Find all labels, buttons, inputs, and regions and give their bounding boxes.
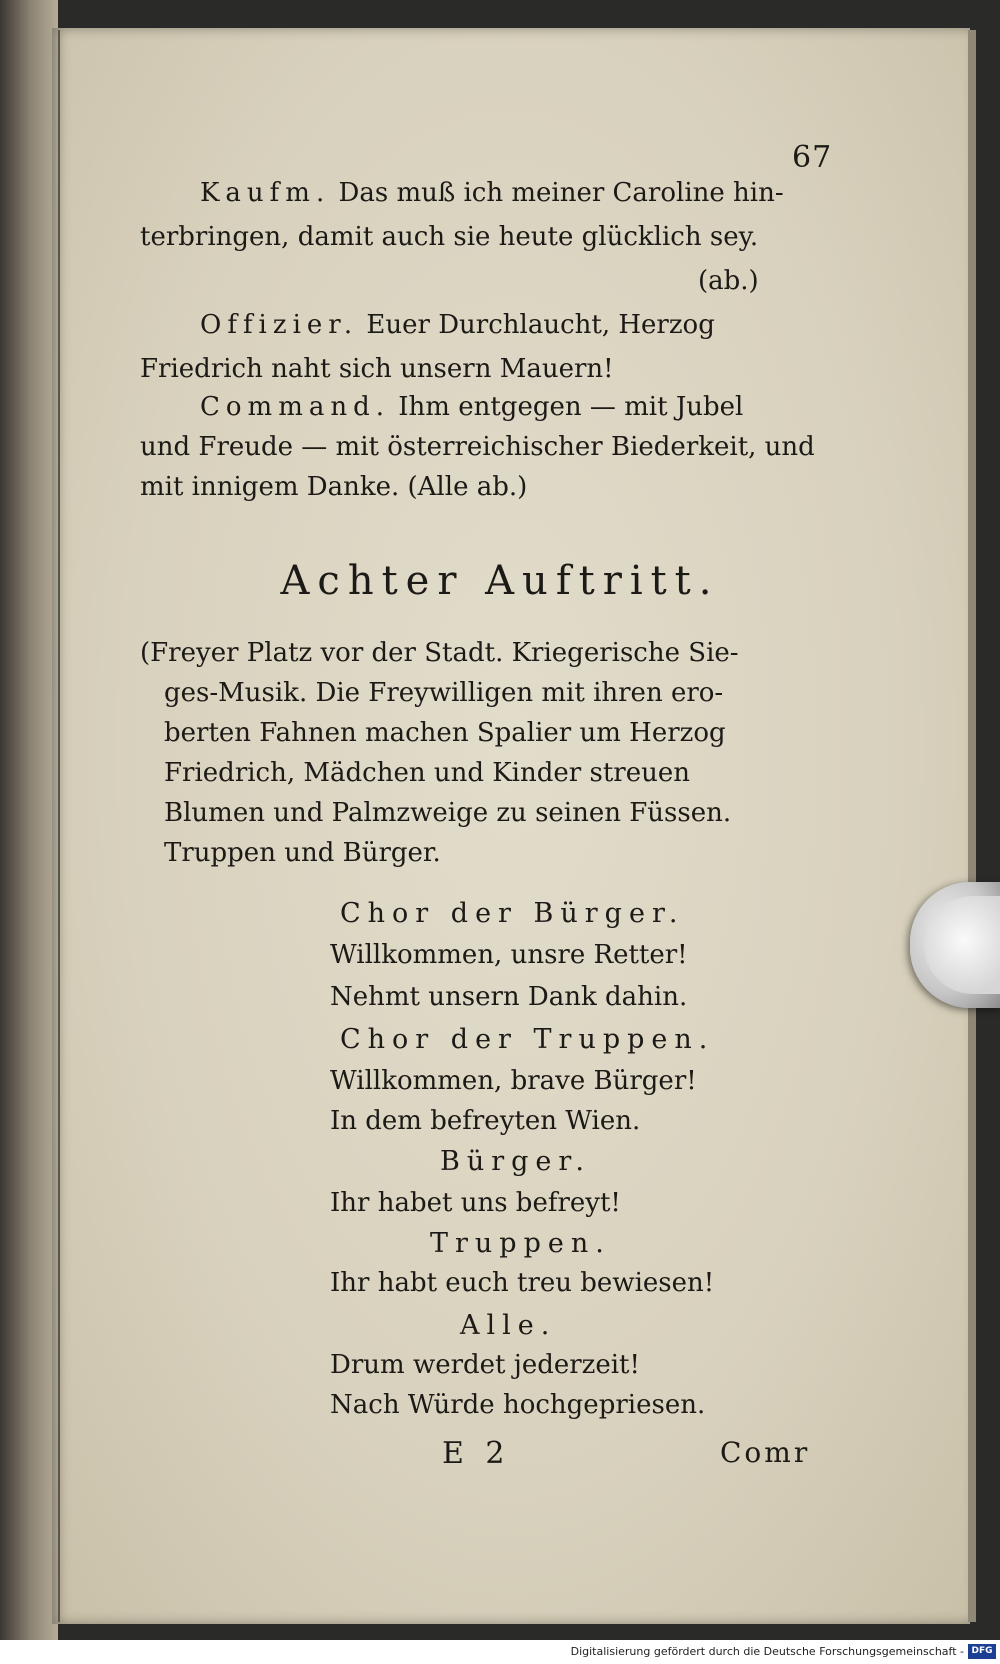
dialogue-line (140, 222, 758, 252)
stage-direction-line: Friedrich, Mädchen und Kinder streuen (164, 758, 690, 788)
page-number: 67 (792, 140, 833, 175)
dialogue-line (140, 472, 527, 502)
stage-direction-line: Truppen und Bürger. (164, 838, 441, 868)
chorus-speaker: Chor der Bürger. (340, 898, 685, 929)
dialogue-text: Friedrich naht sich unsern Mauern! (140, 354, 614, 384)
dialogue-line (200, 178, 784, 208)
page-gutter (58, 30, 60, 1622)
dialogue-line (200, 310, 715, 340)
dialogue-line (140, 354, 614, 384)
verse-line: Drum werdet jederzeit! (330, 1350, 640, 1380)
speaker-name: Offizier. (200, 310, 359, 340)
dialogue-line (140, 432, 815, 462)
verse-line: In dem befreyten Wien. (330, 1106, 641, 1136)
stage-direction-line: Blumen und Palmzweige zu seinen Füssen. (164, 798, 732, 828)
verse-line: Nach Würde hochgepriesen. (330, 1390, 706, 1420)
dialogue-text: Euer Durchlaucht, Herzog (366, 310, 715, 340)
page-content (140, 28, 860, 1608)
stage-direction-line: berten Fahnen machen Spalier um Herzog (164, 718, 726, 748)
page-edge (968, 30, 976, 1622)
dialogue-text: (ab.) (698, 266, 759, 296)
chorus-speaker: Chor der Truppen. (340, 1024, 715, 1055)
book-spine (0, 0, 58, 1640)
chorus-speaker: Bürger. (440, 1146, 591, 1177)
signature-mark: E 2 (442, 1436, 511, 1471)
page-clip-highlight (924, 896, 1000, 994)
credit-text: Digitalisierung gefördert durch die Deutsche Forschungsgemeinschaft - (570, 1645, 964, 1658)
dialogue-line (200, 392, 743, 422)
scene-heading: Achter Auftritt. (280, 558, 720, 604)
speaker-name: Kaufm. (200, 178, 331, 208)
stage-direction-line: ges-Musik. Die Freywilligen mit ihren ero- (164, 678, 724, 708)
verse-line: Nehmt unsern Dank dahin. (330, 982, 688, 1012)
dialogue-text: und Freude — mit österreichischer Biederkeit, und (140, 432, 815, 462)
dfg-logo: DFG (968, 1644, 996, 1659)
dialogue-text: mit innigem Danke. (Alle ab.) (140, 472, 528, 502)
stage-exit (698, 266, 759, 296)
verse-line: Ihr habt euch treu bewiesen! (330, 1268, 715, 1298)
credit-bar (0, 1640, 1000, 1664)
speaker-name: Command. (200, 392, 391, 422)
stage-direction-line: (Freyer Platz vor der Stadt. Kriegerische Sie- (140, 638, 739, 668)
catchword: Comr (720, 1436, 811, 1469)
verse-line: Willkommen, unsre Retter! (330, 940, 688, 970)
dialogue-text: Das muß ich meiner Caroline hin- (338, 178, 784, 208)
dialogue-text: Ihm entgegen — mit Jubel (398, 392, 744, 422)
verse-line: Ihr habet uns befreyt! (330, 1188, 621, 1218)
chorus-speaker: Truppen. (430, 1228, 611, 1259)
book-page (52, 28, 970, 1624)
dialogue-text: terbringen, damit auch sie heute glücklich sey. (140, 222, 759, 252)
verse-line: Willkommen, brave Bürger! (330, 1066, 697, 1096)
chorus-speaker: Alle. (460, 1310, 557, 1341)
